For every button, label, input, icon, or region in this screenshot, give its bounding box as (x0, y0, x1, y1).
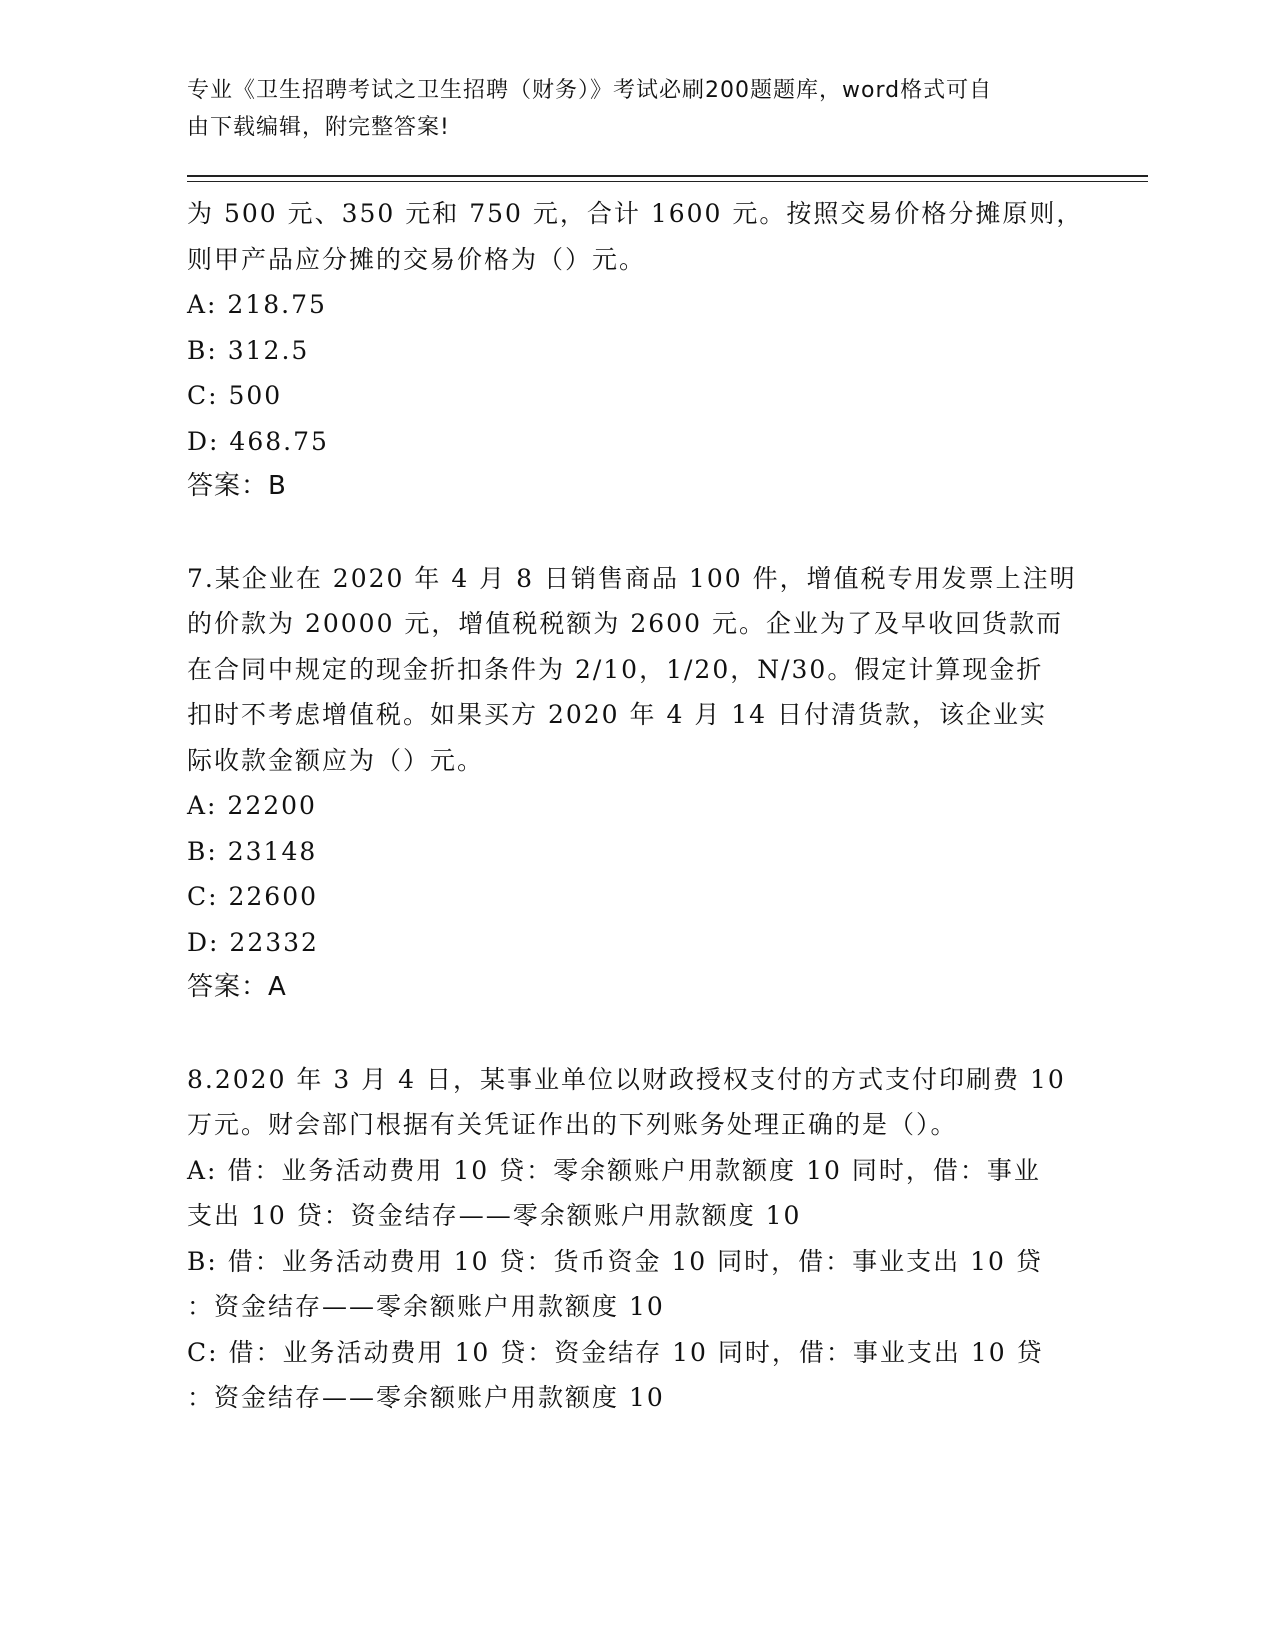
option-a: A: 218.75 (187, 290, 327, 319)
option-a-continued: 支出 10 贷：资金结存——零余额账户用款额度 10 (187, 1201, 802, 1230)
question-stem-line: 7.某企业在 2020 年 4 月 8 日销售商品 100 件，增值税专用发票上注明 (187, 563, 1077, 593)
question-stem-line: 扣时不考虑增值税。如果买方 2020 年 4 月 14 日付清货款，该企业实 (187, 700, 1048, 729)
spacer (187, 510, 1087, 556)
option-c-continued: ：资金结存——零余额账户用款额度 10 (187, 1383, 665, 1412)
spacer (187, 1011, 1087, 1057)
question-stem-line: 为 500 元、350 元和 750 元，合计 1600 元。按照交易价格分摊原则， (187, 199, 1084, 228)
question-6 (187, 191, 1087, 510)
header-line-1: 专业《卫生招聘考试之卫生招聘（财务）》考试必刷200题题库，word格式可自 (187, 78, 993, 103)
document-body (187, 191, 1087, 1421)
option-d: D: 22332 (187, 927, 319, 957)
option-a: A: 借：业务活动费用 10 贷：零余额账户用款额度 10 同时，借：事业 (187, 1155, 1041, 1185)
document-header (187, 72, 1067, 146)
option-b: B: 312.5 (187, 335, 310, 365)
question-stem-line: 8.2020 年 3 月 4 日，某事业单位以财政授权支付的方式支付印刷费 10 (187, 1064, 1066, 1094)
option-c: C: 500 (187, 381, 283, 410)
question-8 (187, 1057, 1087, 1421)
question-stem-line: 在合同中规定的现金折扣条件为 2/10，1/20，N/30。假定计算现金折 (187, 654, 1044, 684)
question-stem-line: 万元。财会部门根据有关凭证作出的下列账务处理正确的是（）。 (187, 1110, 958, 1139)
answer: 答案：A (187, 972, 287, 1002)
option-b: B: 借：业务活动费用 10 贷：货币资金 10 同时，借：事业支出 10 贷 (187, 1246, 1043, 1276)
option-a: A: 22200 (187, 791, 317, 820)
header-line-2: 由下载编辑，附完整答案! (187, 115, 450, 140)
question-stem-line: 的价款为 20000 元，增值税税额为 2600 元。企业为了及早收回货款而 (187, 609, 1063, 638)
option-c: C: 借：业务活动费用 10 贷：资金结存 10 同时，借：事业支出 10 贷 (187, 1337, 1044, 1367)
option-c: C: 22600 (187, 882, 319, 911)
question-stem-line: 则甲产品应分摊的交易价格为（）元。 (187, 244, 647, 274)
option-b-continued: ：资金结存——零余额账户用款额度 10 (187, 1292, 665, 1321)
header-divider-thin (187, 181, 1148, 182)
question-7 (187, 556, 1087, 1011)
option-b: B: 23148 (187, 836, 318, 866)
answer: 答案：B (187, 471, 287, 501)
option-d: D: 468.75 (187, 426, 329, 456)
header-divider-thick (187, 175, 1148, 177)
question-stem-line: 际收款金额应为（）元。 (187, 745, 485, 775)
